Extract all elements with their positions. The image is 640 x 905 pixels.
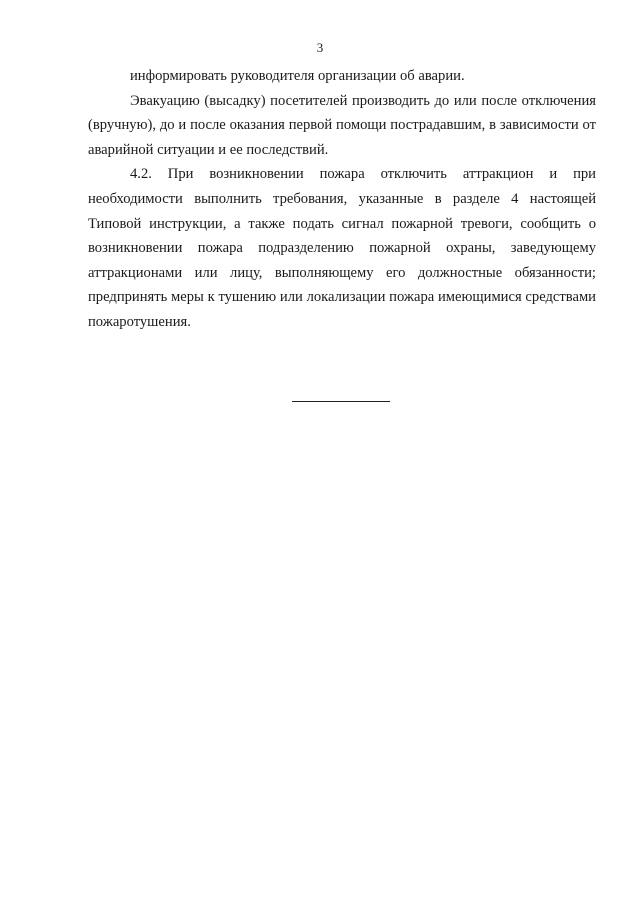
- page-number: 3: [316, 40, 324, 55]
- end-separator-line: [292, 401, 390, 402]
- paragraph-evacuation: Эвакуацию (высадку) посетителей производить до или после отключения (вручную), до и после оказания первой помощи пострадавшим, в зависимости от аварийной ситуации и ее последствий.: [88, 92, 596, 158]
- document-body: [88, 64, 596, 335]
- paragraph-fire-4-2: 4.2. При возникновении пожара отключить аттракцион и при необходимости выполнить требования, указанные в разделе 4 настоящей Типовой инструкции, а также подать сигнал пожарной тревоги, сообщить о возникновении пожара подразделению пожарной охраны, заведующему аттракционами или лицу, выполняющему его должностные обязанности; предпринять меры к тушению или локализации пожара имеющимися средствами пожаротушения.: [88, 166, 596, 330]
- paragraph-continuation: информировать руководителя организации об аварии.: [130, 68, 465, 84]
